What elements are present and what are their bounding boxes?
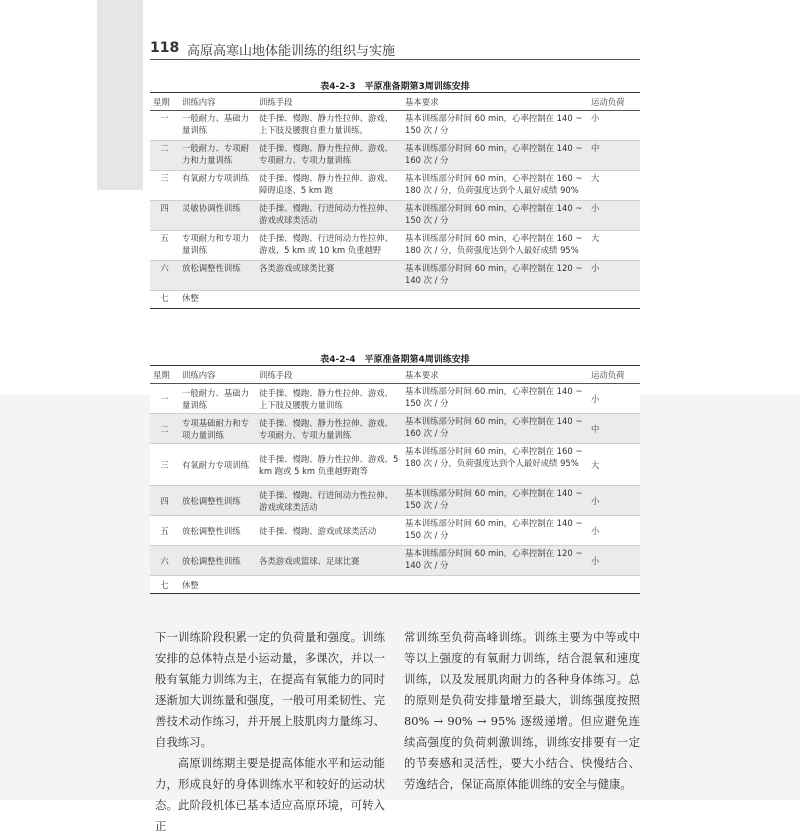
- cell-requirement: 基本训练部分时间 60 min，心率控制在 140 ~ 150 次 / 分: [402, 384, 588, 414]
- table1-caption: 表4-2-3 平原准备期第3周训练安排: [320, 82, 470, 92]
- table-row: [150, 546, 640, 576]
- cell-day: 一: [150, 384, 179, 414]
- page-header: [150, 38, 650, 58]
- cell-load: [588, 291, 640, 309]
- table-row: [150, 486, 640, 516]
- table-header-row: [150, 366, 640, 384]
- cell-load: 小: [588, 384, 640, 414]
- cell-requirement: 基本训练部分时间 60 min，心率控制在 120 ~ 140 次 / 分: [402, 261, 588, 291]
- cell-requirement: [402, 576, 588, 594]
- column-header-content: 训练内容: [179, 93, 256, 111]
- table-header-row: [150, 93, 640, 111]
- table-row: [150, 414, 640, 444]
- page-number: 118: [150, 40, 180, 56]
- cell-content: 休整: [179, 576, 256, 594]
- cell-day: 三: [150, 444, 179, 486]
- table-row: [150, 201, 640, 231]
- table-row: [150, 576, 640, 594]
- column-header-means: 训练手段: [256, 366, 402, 384]
- cell-requirement: 基本训练部分时间 60 min，心率控制在 160 ~ 180 次 / 分，负荷强度达到个人最好成绩 95%: [402, 444, 588, 486]
- cell-day: 五: [150, 231, 179, 261]
- cell-content: 一般耐力、基础力量训练: [179, 384, 256, 414]
- cell-day: 七: [150, 291, 179, 309]
- column-header-load: 运动负荷: [588, 93, 640, 111]
- cell-means: [256, 291, 402, 309]
- cell-requirement: 基本训练部分时间 60 min，心率控制在 160 ~ 180 次 / 分，负荷强度达到个人最好成绩 95%: [402, 231, 588, 261]
- cell-content: 有氧耐力专项训练: [179, 171, 256, 201]
- body-text-right-column: [404, 627, 640, 795]
- cell-day: 四: [150, 486, 179, 516]
- cell-content: 放松调整性训练: [179, 546, 256, 576]
- cell-means: 各类游戏或球类比赛: [256, 261, 402, 291]
- table-row: [150, 261, 640, 291]
- book-title: 高原高寒山地体能训练的组织与实施: [187, 44, 396, 59]
- binding-shadow: [97, 0, 143, 190]
- cell-content: 有氧耐力专项训练: [179, 444, 256, 486]
- cell-requirement: 基本训练部分时间 60 min，心率控制在 140 ~ 150 次 / 分: [402, 486, 588, 516]
- cell-load: 小: [588, 111, 640, 141]
- training-table-week4: [150, 365, 640, 594]
- cell-day: 二: [150, 414, 179, 444]
- table-row: [150, 111, 640, 141]
- table-row: [150, 291, 640, 309]
- cell-means: 徒手操、慢跑、静力性拉伸、游戏、障碍追逐、5 km 跑: [256, 171, 402, 201]
- paragraph: 下一训练阶段积累一定的负荷量和强度。训练安排的总体特点是小运动量，多课次，并以一般有氧能力训练为主，在提高有氧能力的同时逐渐加大训练量和强度，一般可用柔韧性、完善技术动作练习，并开展上肢肌肉力量练习、自我练习。: [155, 630, 385, 749]
- column-header-day: 星期: [150, 93, 179, 111]
- table-row: [150, 171, 640, 201]
- cell-content: 专项耐力和专项力量训练: [179, 231, 256, 261]
- cell-load: 中: [588, 414, 640, 444]
- cell-means: 徒手操、慢跑、行进间动力性拉伸、游戏或球类活动: [256, 201, 402, 231]
- training-table-week3: [150, 92, 640, 309]
- table-row: [150, 141, 640, 171]
- cell-content: 放松调整性训练: [179, 486, 256, 516]
- cell-means: 徒手操、慢跑、静力性拉伸、游戏、专项耐力、专项力量训练: [256, 141, 402, 171]
- cell-means: 徒手操、慢跑、静力性拉伸、游戏、上下肢及腰腹力量训练: [256, 384, 402, 414]
- cell-means: 徒手操、慢跑、行进间动力性拉伸、游戏、5 km 或 10 km 负重越野: [256, 231, 402, 261]
- cell-load: 大: [588, 231, 640, 261]
- cell-content: 休整: [179, 291, 256, 309]
- cell-content: 一般耐力、专项耐力和力量训练: [179, 141, 256, 171]
- column-header-load: 运动负荷: [588, 366, 640, 384]
- cell-means: [256, 576, 402, 594]
- column-header-means: 训练手段: [256, 93, 402, 111]
- cell-day: 六: [150, 546, 179, 576]
- table2-caption: 表4-2-4 平原准备期第4周训练安排: [320, 355, 470, 365]
- cell-day: 一: [150, 111, 179, 141]
- cell-means: 徒手操、慢跑、游戏或球类活动: [256, 516, 402, 546]
- cell-load: 小: [588, 261, 640, 291]
- cell-means: 徒手操、慢跑、行进间动力性拉伸、游戏或球类活动: [256, 486, 402, 516]
- column-header-content: 训练内容: [179, 366, 256, 384]
- cell-means: 徒手操、慢跑、静力性拉伸、游戏、上下肢及腰腹自重力量训练。: [256, 111, 402, 141]
- table-row: [150, 516, 640, 546]
- cell-day: 五: [150, 516, 179, 546]
- cell-load: 小: [588, 516, 640, 546]
- cell-day: 四: [150, 201, 179, 231]
- table-row: [150, 444, 640, 486]
- cell-means: 徒手操、慢跑、静力性拉伸、游戏、5 km 跑或 5 km 负重越野跑等: [256, 444, 402, 486]
- cell-content: 一般耐力、基础力量训练: [179, 111, 256, 141]
- cell-load: [588, 576, 640, 594]
- cell-requirement: 基本训练部分时间 60 min，心率控制在 160 ~ 180 次 / 分，负荷强度达到个人最好成绩 90%: [402, 171, 588, 201]
- cell-load: 小: [588, 486, 640, 516]
- column-header-requirement: 基本要求: [402, 93, 588, 111]
- cell-requirement: 基本训练部分时间 60 min，心率控制在 140 ~ 150 次 / 分: [402, 111, 588, 141]
- cell-load: 中: [588, 141, 640, 171]
- paragraph: 高原训练期主要是提高体能水平和运动能力，形成良好的身体训练水平和较好的运动状态。此阶段机体已基本适应高原环境，可转入正: [155, 756, 385, 833]
- cell-day: 七: [150, 576, 179, 594]
- cell-load: 大: [588, 171, 640, 201]
- cell-day: 三: [150, 171, 179, 201]
- cell-requirement: 基本训练部分时间 60 min，心率控制在 120 ~ 140 次 / 分: [402, 546, 588, 576]
- cell-means: 徒手操、慢跑、静力性拉伸、游戏、专项耐力、专项力量训练: [256, 414, 402, 444]
- cell-requirement: 基本训练部分时间 60 min，心率控制在 140 ~ 150 次 / 分: [402, 201, 588, 231]
- cell-requirement: 基本训练部分时间 60 min，心率控制在 140 ~ 160 次 / 分: [402, 141, 588, 171]
- column-header-requirement: 基本要求: [402, 366, 588, 384]
- header-rule: [150, 59, 640, 60]
- cell-content: 放松调整性训练: [179, 261, 256, 291]
- table-row: [150, 231, 640, 261]
- cell-means: 各类游戏或篮球、足球比赛: [256, 546, 402, 576]
- body-text-left-column: [155, 627, 385, 837]
- cell-day: 二: [150, 141, 179, 171]
- cell-content: 放松调整性训练: [179, 516, 256, 546]
- column-header-day: 星期: [150, 366, 179, 384]
- cell-content: 专项基础耐力和专项力量训练: [179, 414, 256, 444]
- cell-requirement: [402, 291, 588, 309]
- paragraph: 常训练至负荷高峰训练。训练主要为中等或中等以上强度的有氧耐力训练，结合混氧和速度训练，以及发展肌肉耐力的各种身体练习。总的原则是负荷安排量增至最大，训练强度按照 80% → 90% → 95% 逐级递增。但应避免连续高强度的负荷刺激训练，训练安排要有一定的节奏感和灵活性，要大小结合、快慢结合、劳逸结合，保证高原体能训练的安全与健康。: [404, 630, 640, 791]
- cell-day: 六: [150, 261, 179, 291]
- table-row: [150, 384, 640, 414]
- cell-requirement: 基本训练部分时间 60 min，心率控制在 140 ~ 160 次 / 分: [402, 414, 588, 444]
- cell-requirement: 基本训练部分时间 60 min，心率控制在 140 ~ 150 次 / 分: [402, 516, 588, 546]
- cell-load: 小: [588, 546, 640, 576]
- cell-content: 灵敏协调性训练: [179, 201, 256, 231]
- cell-load: 大: [588, 444, 640, 486]
- cell-load: 小: [588, 201, 640, 231]
